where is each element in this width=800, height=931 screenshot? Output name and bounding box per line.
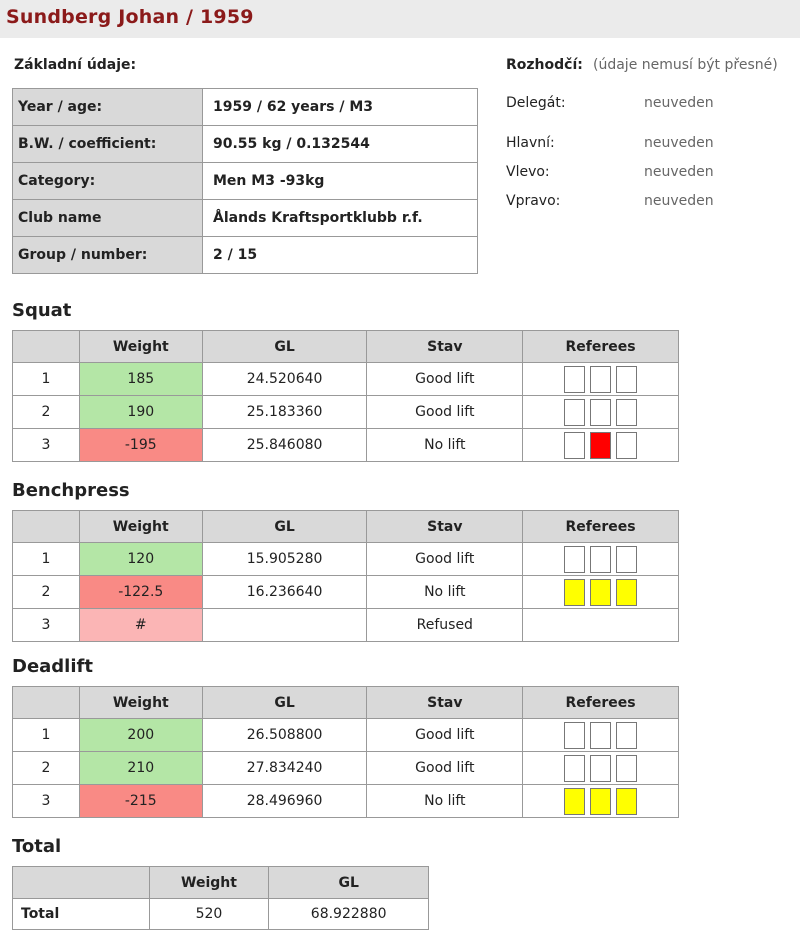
referees-note: (údaje nemusí být přesné) <box>593 57 778 73</box>
attempt-status: Good lift <box>367 543 523 576</box>
basic-row <box>13 200 478 237</box>
attempt-number: 3 <box>13 785 80 818</box>
basic-row <box>13 163 478 200</box>
attempt-row <box>13 396 679 429</box>
referee-light-yellow <box>616 579 637 606</box>
attempt-status: No lift <box>367 429 523 462</box>
referee-light-white <box>616 755 637 782</box>
attempt-row <box>13 752 679 785</box>
attempt-weight: 190 <box>79 396 202 429</box>
referee-light-yellow <box>564 579 585 606</box>
referee-light-white <box>564 722 585 749</box>
basic-label: Category: <box>13 163 203 200</box>
attempt-header <box>13 511 80 543</box>
referees-header: Referees <box>523 687 679 719</box>
attempt-weight: 120 <box>79 543 202 576</box>
total-gl: 68.922880 <box>269 899 429 930</box>
total-weight-header: Weight <box>149 867 269 899</box>
referee-left-value: neuveden <box>644 164 714 180</box>
attempt-row <box>13 543 679 576</box>
referee-light-white <box>590 722 611 749</box>
squat-title: Squat <box>12 300 72 321</box>
stav-header: Stav <box>367 331 523 363</box>
attempt-gl: 26.508800 <box>202 719 367 752</box>
attempt-number: 2 <box>13 396 80 429</box>
attempt-referees <box>523 785 679 818</box>
referee-light-white <box>590 546 611 573</box>
referee-light-white <box>616 366 637 393</box>
referee-lights <box>523 399 678 426</box>
referee-right-label: Vpravo: <box>506 193 561 209</box>
referee-lights <box>523 755 678 782</box>
attempt-number: 2 <box>13 576 80 609</box>
attempt-status: No lift <box>367 576 523 609</box>
referee-lights <box>523 366 678 393</box>
referee-light-white <box>564 432 585 459</box>
referee-left-label: Vlevo: <box>506 164 550 180</box>
bench-table <box>12 510 679 642</box>
attempt-gl: 16.236640 <box>202 576 367 609</box>
referee-light-red <box>590 432 611 459</box>
referee-delegate-value: neuveden <box>644 95 714 111</box>
page-header <box>0 0 800 38</box>
basic-label: Club name <box>13 200 203 237</box>
total-label: Total <box>13 899 150 930</box>
referee-light-white <box>616 546 637 573</box>
attempt-gl: 24.520640 <box>202 363 367 396</box>
referees-header: Referees <box>523 511 679 543</box>
attempt-row <box>13 363 679 396</box>
referee-light-white <box>616 722 637 749</box>
attempt-gl <box>202 609 367 642</box>
referee-light-yellow <box>590 788 611 815</box>
attempt-gl: 25.183360 <box>202 396 367 429</box>
deadlift-table <box>12 686 679 818</box>
attempt-number: 2 <box>13 752 80 785</box>
basic-label: B.W. / coefficient: <box>13 126 203 163</box>
basic-value: 90.55 kg / 0.132544 <box>203 126 478 163</box>
referee-lights <box>523 546 678 573</box>
attempt-status: No lift <box>367 785 523 818</box>
attempt-referees <box>523 576 679 609</box>
attempt-referees <box>523 752 679 785</box>
attempt-row <box>13 785 679 818</box>
attempt-number: 1 <box>13 543 80 576</box>
bench-title: Benchpress <box>12 480 130 501</box>
referee-light-white <box>564 546 585 573</box>
basic-value: Ålands Kraftsportklubb r.f. <box>203 200 478 237</box>
total-title: Total <box>12 836 62 857</box>
basic-info-title: Základní údaje: <box>14 57 137 73</box>
attempt-row <box>13 609 679 642</box>
referee-light-white <box>590 366 611 393</box>
attempt-weight: -215 <box>79 785 202 818</box>
attempt-gl: 28.496960 <box>202 785 367 818</box>
referee-main-label: Hlavní: <box>506 135 555 151</box>
total-gl-header: GL <box>269 867 429 899</box>
referee-light-white <box>616 399 637 426</box>
total-table <box>12 866 429 930</box>
gl-header: GL <box>202 687 367 719</box>
attempt-weight: 185 <box>79 363 202 396</box>
basic-value: 2 / 15 <box>203 237 478 274</box>
referee-lights <box>523 788 678 815</box>
basic-label: Year / age: <box>13 89 203 126</box>
attempt-weight: 200 <box>79 719 202 752</box>
basic-row <box>13 237 478 274</box>
attempt-number: 3 <box>13 429 80 462</box>
attempt-gl: 15.905280 <box>202 543 367 576</box>
deadlift-title: Deadlift <box>12 656 93 677</box>
attempt-weight: -195 <box>79 429 202 462</box>
referees-header: Referees <box>523 331 679 363</box>
attempt-status: Good lift <box>367 396 523 429</box>
attempt-gl: 27.834240 <box>202 752 367 785</box>
basic-row <box>13 89 478 126</box>
referee-lights <box>523 432 678 459</box>
weight-header: Weight <box>79 511 202 543</box>
attempt-weight: # <box>79 609 202 642</box>
basic-row <box>13 126 478 163</box>
total-row <box>13 899 429 930</box>
total-empty-header <box>13 867 150 899</box>
attempt-header <box>13 687 80 719</box>
referee-light-white <box>590 399 611 426</box>
attempt-status: Refused <box>367 609 523 642</box>
attempt-row <box>13 576 679 609</box>
stav-header: Stav <box>367 687 523 719</box>
referee-main-value: neuveden <box>644 135 714 151</box>
stav-header: Stav <box>367 511 523 543</box>
attempt-referees <box>523 396 679 429</box>
attempt-status: Good lift <box>367 752 523 785</box>
table-header-row <box>13 687 679 719</box>
attempt-row <box>13 719 679 752</box>
attempt-gl: 25.846080 <box>202 429 367 462</box>
referee-lights <box>523 579 678 606</box>
table-header-row <box>13 331 679 363</box>
page-title: Sundberg Johan / 1959 <box>6 6 254 28</box>
attempt-referees <box>523 363 679 396</box>
referee-lights <box>523 722 678 749</box>
basic-value: Men M3 -93kg <box>203 163 478 200</box>
attempt-header <box>13 331 80 363</box>
attempt-referees <box>523 429 679 462</box>
referee-light-yellow <box>564 788 585 815</box>
squat-table <box>12 330 679 462</box>
attempt-referees <box>523 543 679 576</box>
referee-delegate-label: Delegát: <box>506 95 566 111</box>
referees-title: Rozhodčí: <box>506 57 583 73</box>
attempt-weight: -122.5 <box>79 576 202 609</box>
referee-light-yellow <box>616 788 637 815</box>
total-weight: 520 <box>149 899 269 930</box>
attempt-row <box>13 429 679 462</box>
referee-light-white <box>616 432 637 459</box>
weight-header: Weight <box>79 687 202 719</box>
referee-light-white <box>590 755 611 782</box>
referee-light-white <box>564 399 585 426</box>
referee-right-value: neuveden <box>644 193 714 209</box>
basic-info-table <box>12 88 478 274</box>
referee-light-white <box>564 755 585 782</box>
table-header-row <box>13 511 679 543</box>
basic-value: 1959 / 62 years / M3 <box>203 89 478 126</box>
gl-header: GL <box>202 331 367 363</box>
referee-light-yellow <box>590 579 611 606</box>
attempt-status: Good lift <box>367 363 523 396</box>
table-header-row <box>13 867 429 899</box>
referee-light-white <box>564 366 585 393</box>
gl-header: GL <box>202 511 367 543</box>
attempt-referees <box>523 609 679 642</box>
basic-label: Group / number: <box>13 237 203 274</box>
attempt-number: 1 <box>13 363 80 396</box>
attempt-number: 3 <box>13 609 80 642</box>
weight-header: Weight <box>79 331 202 363</box>
attempt-status: Good lift <box>367 719 523 752</box>
attempt-referees <box>523 719 679 752</box>
attempt-number: 1 <box>13 719 80 752</box>
attempt-weight: 210 <box>79 752 202 785</box>
